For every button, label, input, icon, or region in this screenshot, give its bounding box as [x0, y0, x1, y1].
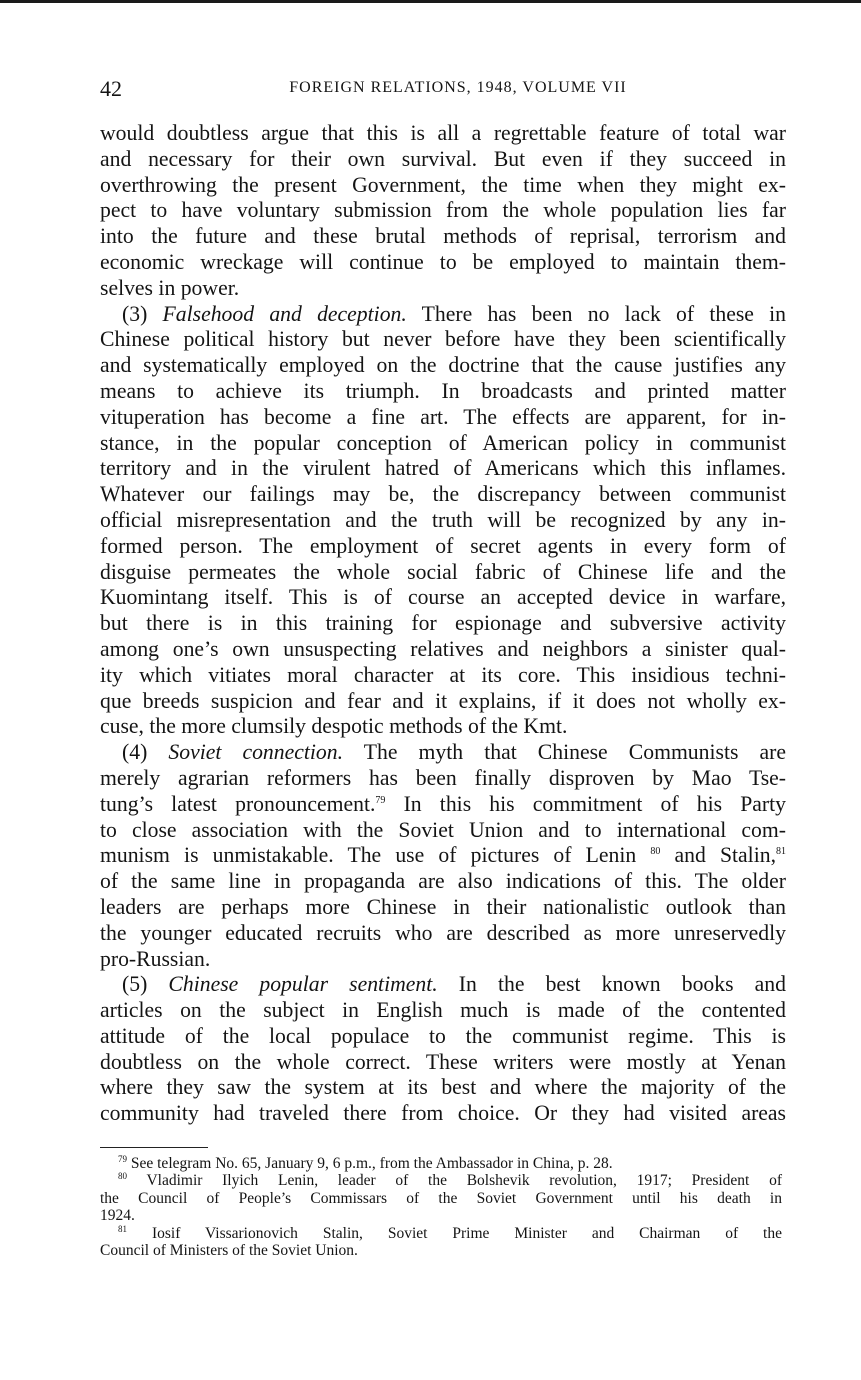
section-heading: Soviet connection. [168, 740, 344, 765]
line-text: but there is in this training for espionage and subversive activity [100, 611, 786, 636]
text-line [100, 508, 786, 534]
text-line [100, 766, 786, 792]
text-line [100, 276, 786, 302]
text-line [100, 585, 786, 611]
line-text: stance, in the popular conception of American policy in communist [100, 430, 786, 455]
line-text: que breeds suspicion and fear and it explains, if it does not wholly ex- [100, 688, 786, 713]
footnotes [100, 1155, 782, 1259]
text-line [100, 198, 786, 224]
footnote-ref: 80 [650, 846, 661, 858]
line-text: pect to have voluntary submission from the whole population lies far [100, 198, 786, 223]
text-line [100, 895, 786, 921]
text-line [100, 147, 786, 173]
footnote-ref: 81 [776, 846, 786, 858]
footnote-text: 1924. [100, 1207, 135, 1225]
line-text: formed person. The employment of secret agents in every form of [100, 533, 786, 558]
page-number: 42 [100, 76, 122, 101]
line-text: In the best known books and [437, 972, 786, 997]
text-line [100, 740, 786, 766]
line-text: where they saw the system at its best and where the majority of the [100, 1075, 786, 1100]
text-line [100, 792, 786, 818]
text-line [100, 663, 786, 689]
line-text: attitude of the local populace to the communist regime. This is [100, 1023, 786, 1048]
footnote-text: the Council of People’s Commissars of the Soviet Government until his death in [100, 1189, 782, 1207]
line-text-cont: In this his commitment of his Party [385, 791, 786, 816]
text-line [100, 456, 786, 482]
text-line [100, 405, 786, 431]
line-text: into the future and these brutal methods of reprisal, terrorism and [100, 224, 786, 249]
line-text: tung’s latest pronouncement. [100, 791, 376, 816]
text-line [100, 714, 786, 740]
line-text: community had traveled there from choice. Or they had visited areas [100, 1101, 786, 1126]
paragraph-number: (4) [122, 740, 169, 765]
footnote-rule [100, 1147, 208, 1148]
text-line [100, 611, 786, 637]
text-line [100, 998, 786, 1024]
footnote-marker: 79 [118, 1154, 127, 1164]
line-text: Whatever our failings may be, the discrepancy between communist [100, 482, 786, 507]
footnote-line [100, 1172, 782, 1189]
line-text: the younger educated recruits who are described as more unreservedly [100, 920, 786, 945]
page-header [100, 76, 786, 102]
text-line [100, 689, 786, 715]
text-line [100, 121, 786, 147]
line-text: pro-Russian. [100, 946, 211, 971]
footnote-marker: 80 [118, 1171, 127, 1182]
text-line [100, 250, 786, 276]
text-line [100, 947, 786, 973]
line-text: official misrepresentation and the truth will be recognized by any in- [100, 507, 786, 532]
text-line [100, 482, 786, 508]
text-line [100, 379, 786, 405]
line-text: The myth that Chinese Communists are [343, 740, 786, 765]
text-line [100, 353, 786, 379]
footnote-line [100, 1242, 782, 1259]
section-heading: Falsehood and deception. [162, 301, 407, 326]
footnote-marker: 81 [118, 1223, 127, 1234]
text-line [100, 431, 786, 457]
line-text: to close association with the Soviet Union and to international com- [100, 817, 786, 842]
line-text: Chinese political history but never before have they been scientifically [100, 327, 786, 352]
text-line [100, 302, 786, 328]
line-text: and systematically employed on the doctrine that the cause justifies any [100, 353, 786, 378]
footnote-line [100, 1225, 782, 1242]
line-text: ity which vitiates moral character at its core. This insidious techni- [100, 662, 786, 687]
footnote-line [100, 1207, 782, 1224]
line-text: There has been no lack of these in [406, 301, 786, 326]
text-line [100, 921, 786, 947]
line-text: articles on the subject in English much is made of the contented [100, 998, 786, 1023]
footnote-text: Vladimir Ilyich Lenin, leader of the Bolshevik revolution, 1917; President of [127, 1172, 782, 1190]
text-line [100, 173, 786, 199]
line-text: vituperation has become a fine art. The effects are apparent, for in- [100, 404, 786, 429]
text-line [100, 1024, 786, 1050]
line-text: among one’s own unsuspecting relatives and neighbors a sinister qual- [100, 636, 786, 661]
footnote-text: Council of Ministers of the Soviet Union. [100, 1241, 358, 1259]
line-text: doubtless on the whole correct. These writers were mostly at Yenan [100, 1049, 786, 1074]
line-text: overthrowing the present Government, the time when they might ex- [100, 172, 786, 197]
paragraph-number: (5) [122, 972, 169, 997]
line-text: means to achieve its triumph. In broadcasts and printed matter [100, 378, 786, 403]
line-text: Kuomintang itself. This is of course an accepted device in warfare, [100, 585, 786, 610]
text-line [100, 843, 786, 869]
text-line [100, 224, 786, 250]
running-title: FOREIGN RELATIONS, 1948, VOLUME VII [289, 79, 627, 96]
footnote-text: Iosif Vissarionovich Stalin, Soviet Prime Minister and Chairman of the [127, 1224, 782, 1242]
text-line [100, 972, 786, 998]
line-text: selves in power. [100, 275, 240, 300]
line-text-cont: and Stalin, [660, 843, 776, 868]
text-line [100, 1101, 786, 1127]
footnote-text: See telegram No. 65, January 9, 6 p.m., from the Ambassador in China, p. 28. [127, 1155, 613, 1172]
section-heading: Chinese popular sentiment. [168, 972, 438, 997]
line-text: territory and in the virulent hatred of Americans which this inflames. [100, 456, 786, 481]
text-line [100, 534, 786, 560]
line-text: disguise permeates the whole social fabric of Chinese life and the [100, 559, 786, 584]
line-text: leaders are perhaps more Chinese in their nationalistic outlook than [100, 894, 786, 919]
text-line [100, 869, 786, 895]
line-text: economic wreckage will continue to be employed to maintain them- [100, 249, 786, 274]
paragraph-number: (3) [122, 301, 163, 326]
line-text: merely agrarian reformers has been finally disproven by Mao Tse- [100, 765, 786, 790]
text-line [100, 1075, 786, 1101]
text-line [100, 327, 786, 353]
footnote-ref: 79 [375, 794, 386, 806]
footnote-line [100, 1190, 782, 1207]
line-text: cuse, the more clumsily despotic methods of the Kmt. [100, 714, 568, 739]
text-line [100, 637, 786, 663]
line-text: would doubtless argue that this is all a regrettable feature of total war [100, 121, 786, 145]
text-line [100, 818, 786, 844]
page-top-rule [0, 0, 861, 3]
footnote-line [100, 1155, 782, 1172]
text-line [100, 560, 786, 586]
line-text: munism is unmistakable. The use of pictures of Lenin [100, 843, 651, 868]
line-text: and necessary for their own survival. But even if they succeed in [100, 146, 786, 171]
text-line [100, 1050, 786, 1076]
body-text [100, 121, 786, 1127]
line-text: of the same line in propaganda are also indications of this. The older [100, 869, 786, 894]
